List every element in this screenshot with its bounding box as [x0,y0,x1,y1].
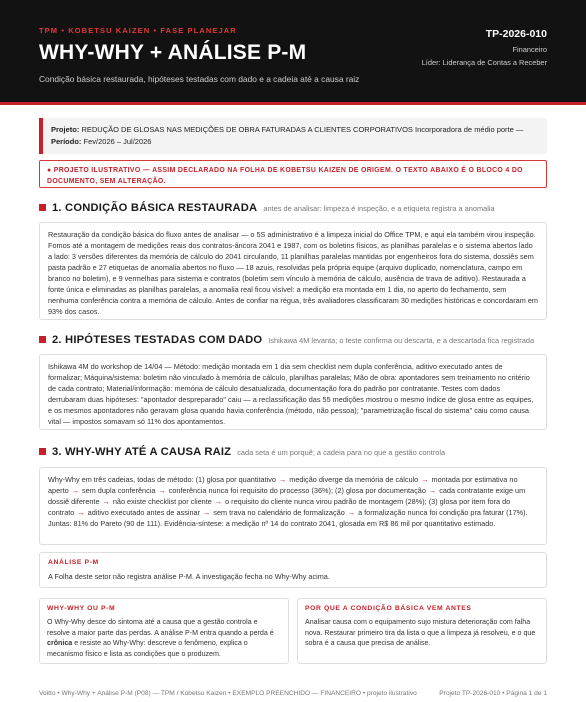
why-chain-text: montada por estimativa no aperto [48,475,518,495]
card-left-emphasis: crônica [47,639,73,648]
card-right-body: Analisar causa com o equipamento sujo mistura deterioração com falha nova. Restaurar primeiro tira da lista o que a limpeza já resolveu, e o que sobra é a causa que precisa de análise. [305,618,536,648]
why-chain-text: sem dupla conferência [82,486,156,495]
header-eyebrow: TPM • KOBETSU KAIZEN • FASE PLANEJAR [39,26,237,35]
section-marker-icon [39,448,46,455]
project-id: TP-2026-010 [485,28,547,40]
section-2-note: Ishikawa 4M levanta; o teste confirma ou descarta, e a descartada fica registrada [268,336,535,345]
arrow-right-icon: → [77,508,85,517]
illustrative-warning: ● PROJETO ILUSTRATIVO — ASSIM DECLARADO NA FOLHA DE KOBETSU KAIZEN DE ORIGEM. O TEXTO ABAIXO É O BLOCO 4 DO DOCUMENTO, SEM ALTERAÇÃO. [39,160,547,188]
project-label: Projeto: [51,125,80,134]
period-line [51,136,539,148]
card-left-text: O Why-Why desce do sintoma até a causa que a gestão controla e resolve a maior parte das perdas. A análise P-M entra quando a perda é [47,618,274,637]
why-chain-text: sem trava no calendário de formalização [213,508,345,517]
section-3-note: cada seta é um porquê; a cadeia para no que a gestão controla [237,448,446,457]
leader-label: Líder: Liderança de Contas a Receber [421,58,547,67]
section-marker-icon [39,204,46,211]
arrow-right-icon: → [214,497,223,506]
section-2-body: Ishikawa 4M do workshop de 14/04 — Método: medição montada em 1 dia sem checklist nem dupla conferência, aditivo executado antes de formalizar; Máquina/sistema: boletim não vinculado à memória de cálculo, planilhas paralelas; Mão de obra: apontadores sem treinamento no critério de cada contrato; Material/informação: memória de cálculo desatualizada, documentação fora do padrão por contratante. Testes com dados derrubaram duas hipóteses: "apontador despreparado" caiu — a reclassificação das 55 medições mostrou o mesmo índice de glosa entre as equipes, e os mesmos apontadores não geravam glosa quando havia conferência (método, não pessoa); "parametrização fiscal do sistema" caiu como causa vital — impostos somavam só 11% dos apontamentos. [39,354,547,430]
section-3-title: 3. WHY-WHY ATÉ A CAUSA RAIZ [52,446,232,458]
section-2-heading [39,334,534,346]
card-left-title: WHY-WHY OU P-M [47,605,116,612]
why-chain-text: medição diverge da memória de cálculo [289,475,419,484]
section-1-body: Restauração da condição básica do fluxo antes de analisar — o 5S administrativo é a limpeza inicial do Office TPM, e aqui ela também virou inspeção. Fomos até a montagem de medições reais dos contratos-âncora 2041 e 1987, com os boletins físicos, as planilhas paralelas e o sistema abertos lado a lado: 3 versões diferentes da memória de cálculo do 2041 circulando, 11 planilhas paralelas mantidas por engenheiros fora do sistema, dossiês sem pasta padrão e 27 etiquetas de anomalia abertos no fluxo — 18 azuis, resolvidas pela própria equipe (arquivo duplicado, nomenclatura, campo em branco no boletim), e 9 vermelhas para sistema e contratos (boletim sem vínculo à memória de cálculo, ausência de trava de aditivo). Restaurada a fonte única e eliminadas as planilhas paralelas, a anomalia real ficou visível: a medição era montada em 1 dia, no aperto do fechamento, sem nenhuma conferência contra a memória de cálculo. Antes de confiar na régua, três avaliadores classificaram 30 medições históricas e concordaram em 93% dos casos. [39,222,547,320]
why-chain-text: aditivo executado antes de assinar [87,508,201,517]
section-1-note: antes de analisar: limpeza é inspeção, e a etiqueta registra a anomalia [263,204,495,213]
why-chain-text: a formalização nunca foi condição pra faturar (17%). Juntas: 81% do Pareto (90 de 111). Evidência-síntese: a medição nº 14 do contrato 2041, glosada em R$ 86 mil por quantitativo estimado. [48,508,528,528]
footer-left: Voitto • Why-Why + Análise P-M (P08) — TPM / Kobetsu Kaizen • EXEMPLO PREENCHIDO — FINANCEIRO • projeto ilustrativo [39,690,417,697]
project-line [51,124,539,136]
pm-analysis-title: ANÁLISE P-M [48,559,99,566]
why-chain-text: cada contratante exige um dossiê diferente [48,486,526,506]
page-subtitle: Condição básica restaurada, hipóteses testadas com dado e a cadeia até a causa raiz [39,74,360,84]
section-2-title: 2. HIPÓTESES TESTADAS COM DADO [52,334,263,346]
arrow-right-icon: → [421,475,429,484]
pm-analysis-box [39,552,547,588]
why-chain-text: Why-Why em três cadeias, todas de método: (1) glosa por quantitativo [48,475,276,484]
section-1-heading [39,202,495,214]
section-3-body [39,467,547,545]
arrow-right-icon: → [428,486,437,495]
department-label: Financeiro [512,45,547,54]
why-chain-text: o requisito do cliente nunca virou padrão de montagem (28%); (3) glosa por item fora do contrato [48,497,511,517]
arrow-right-icon: → [158,486,166,495]
footer-right: Projeto TP-2026-010 • Página 1 de 1 [439,690,547,697]
arrow-right-icon: → [347,508,356,517]
card-basic-condition-first [297,598,547,664]
page-header [0,0,586,105]
project-text: REDUÇÃO DE GLOSAS NAS MEDIÇÕES DE OBRA FATURADAS A CLIENTES CORPORATIVOS Incorporadora de médio porte — [81,125,524,134]
section-marker-icon [39,336,46,343]
arrow-right-icon: → [278,475,287,484]
period-text: Fev/2026 – Jul/2026 [83,137,152,146]
why-chain-text: conferência nunca foi requisito do processo (36%); (2) glosa por documentação [168,486,426,495]
period-label: Período: [51,137,82,146]
page-footer [39,690,547,697]
section-1-title: 1. CONDIÇÃO BÁSICA RESTAURADA [52,202,258,214]
pm-analysis-body: A Folha deste setor não registra análise P-M. A investigação fecha no Why-Why acima. [48,572,330,581]
section-3-heading [39,446,445,458]
arrow-right-icon: → [71,486,79,495]
card-right-title: POR QUE A CONDIÇÃO BÁSICA VEM ANTES [305,605,472,612]
card-left-body [47,617,281,659]
card-why-why-or-pm [39,598,289,664]
project-info-box [39,118,547,154]
arrow-right-icon: → [203,508,211,517]
page-title: WHY-WHY + ANÁLISE P-M [39,41,307,64]
header-meta [422,28,547,67]
why-chain-text: não existe checklist por cliente [112,497,212,506]
card-left-text: e resiste ao Why-Why: descreve o fenômeno, explica o mecanismo físico e lista as condições que o produzem. [47,639,248,658]
arrow-right-icon: → [102,497,110,506]
